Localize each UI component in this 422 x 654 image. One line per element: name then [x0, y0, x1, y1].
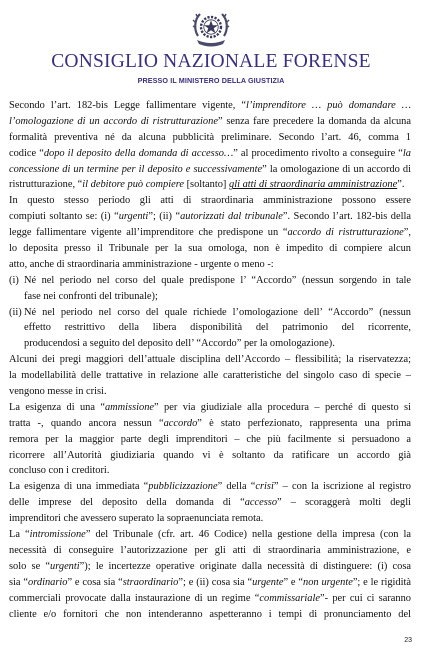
list-item-number: (ii)	[9, 306, 22, 318]
body-line-text: solo se “urgenti”); le incertezze operative originate dalla necessità di distinguere: (i) cosa	[9, 560, 411, 572]
body-line-text: legge fallimentare vigente all’imprenditore che predispone un “accordo di ristrutturazione”,	[9, 227, 411, 239]
body-line	[9, 320, 411, 336]
body-line-text: atto, anche di straordinaria amministrazione - urgente o meno -:	[9, 258, 274, 270]
body-line-text: fase nei confronti del tribunale);	[24, 290, 158, 302]
body-line-text: effetto restrittivo della libera disponibilità del patrimonio del ricorrente,	[24, 322, 411, 334]
body-line	[9, 305, 411, 321]
body-line	[9, 289, 411, 305]
body-line-text: formalità preventiva né da alcuna pubblicità preliminare. Secondo l’art. 46, comma 1	[9, 131, 411, 143]
body-line-text: lo deposita presso il Tribunale per la sua omologa, non è impedito di compiere alcun	[9, 243, 411, 255]
body-line-text: concluso con i creditori.	[9, 465, 110, 477]
body-line-text: imprenditori che avessero superato la sopraenunciata remota.	[9, 513, 264, 525]
body-line-text: La esigenza di una “ammissione” per via giudiziale alla procedura – perché di questo si	[9, 401, 411, 413]
body-line	[9, 591, 411, 607]
body-line	[9, 543, 411, 559]
body-line	[9, 527, 411, 543]
body-line	[9, 114, 411, 130]
body-line	[9, 559, 411, 575]
body-line-text: remora per la maggior parte degli imprenditori – che più facilmente si persuadono a	[9, 433, 411, 445]
body-line-text: vengono messe in crisi.	[9, 386, 107, 398]
body-line	[9, 432, 411, 448]
body-line	[9, 575, 411, 591]
body-line-text: ristrutturazione, “il debitore può compiere [soltanto] gli atti di straordinaria amministrazione”.	[9, 179, 405, 191]
body-line	[9, 98, 411, 114]
organization-title: CONSIGLIO NAZIONALE FORENSE	[51, 51, 371, 72]
body-line	[9, 257, 411, 273]
body-line	[9, 225, 411, 241]
body-line-text: Alcuni dei pregi maggiori dell’attuale disciplina dell’Accordo – flessibilità; la riservatezza;	[9, 354, 411, 366]
body-line-text: tratta -, quando ancora nessun “accordo” è stato perfezionato, rappresenta una prima	[9, 417, 411, 429]
body-line	[9, 400, 411, 416]
body-line	[9, 130, 411, 146]
body-line	[9, 146, 411, 162]
body-line-text: codice “dopo il deposito della domanda di accesso…” al procedimento rivolto a conseguire “la	[9, 147, 411, 159]
body-line-text: Secondo l’art. 182-bis Legge fallimentare vigente, “l’imprenditore … può domandare …	[9, 100, 411, 111]
body-line	[9, 463, 411, 479]
body-line	[9, 479, 411, 495]
body-line-text: producendosi a seguito del deposito dell’ “Accordo” per la omologazione).	[24, 338, 335, 350]
body-line	[9, 416, 411, 432]
body-line-text: l’omologazione di un accordo di ristrutturazione” senza fare precedere la domanda da alcuna	[9, 115, 411, 127]
body-line-text: ricorrere all’Autorità giudiziaria quando vi è soltanto da ratificare un accordo già	[9, 449, 411, 461]
body-line	[9, 209, 411, 225]
body-line-text: compiuti soltanto se: (i) “urgenti”; (ii) “autorizzati dal tribunale”. Secondo l’art. 182-bis della	[9, 211, 411, 223]
body-line	[9, 193, 411, 209]
body-line-text: cliente e/o fornitori che non intenderanno aspetteranno i tempi di pronunciamento del	[9, 608, 411, 620]
body-line	[9, 448, 411, 464]
body-line-text: commerciali provocate dalla instaurazione di un regime “commissariale”- per cui ci saranno	[9, 592, 411, 604]
body-line	[9, 607, 411, 623]
organization-subtitle: PRESSO IL MINISTERO DELLA GIUSTIZIA	[137, 76, 285, 85]
body-line	[9, 384, 411, 400]
body-line-text: La esigenza di una immediata “pubblicizzazione” della “crisi” – con la iscrizione al registro	[9, 481, 411, 493]
body-line	[9, 511, 411, 527]
body-line-text: In questo stesso periodo gli atti di straordinaria amministrazione possono essere	[9, 195, 411, 207]
body-line	[9, 273, 411, 289]
body-line	[9, 162, 411, 178]
body-line-text: sia “ordinario” e cosa sia “straordinario”; e (ii) cosa sia “urgente” e “non urgente”; e le rigidità	[9, 576, 411, 588]
body-line	[9, 336, 411, 352]
body-line-text: concessione di un termine per il deposito e successivamente” la omologazione di un accordo di	[9, 163, 411, 175]
body-line	[9, 368, 411, 384]
page-number: 23	[404, 637, 412, 644]
document-body	[9, 98, 411, 622]
body-line	[9, 177, 411, 193]
body-line-text: Né nel periodo nel corso del quale predispone l’ “Accordo” (nessun sorgendo in tale	[24, 274, 411, 286]
body-line	[9, 495, 411, 511]
body-line-text: La “intromissione” del Tribunale (cfr. art. 46 Codice) nella gestione della impresa (con la	[9, 529, 411, 541]
republic-emblem-icon	[188, 6, 234, 48]
body-line	[9, 352, 411, 368]
list-item-number: (i)	[9, 274, 19, 286]
body-line	[9, 241, 411, 257]
body-line-text: Né nel periodo nel corso del quale richiede l’omologazione dell’ “Accordo” (nessun	[24, 306, 411, 318]
body-line-text: la modellabilità delle trattative in relazione alle caratteristiche del singolo caso di specie –	[9, 370, 411, 382]
body-line-text: delle imprese del deposito della domanda di “accesso” – scoraggerà molti degli	[9, 497, 411, 509]
body-line-text: necessità di conseguire l’autorizzazione per gli atti di straordinaria amministrazione, e	[9, 544, 411, 556]
